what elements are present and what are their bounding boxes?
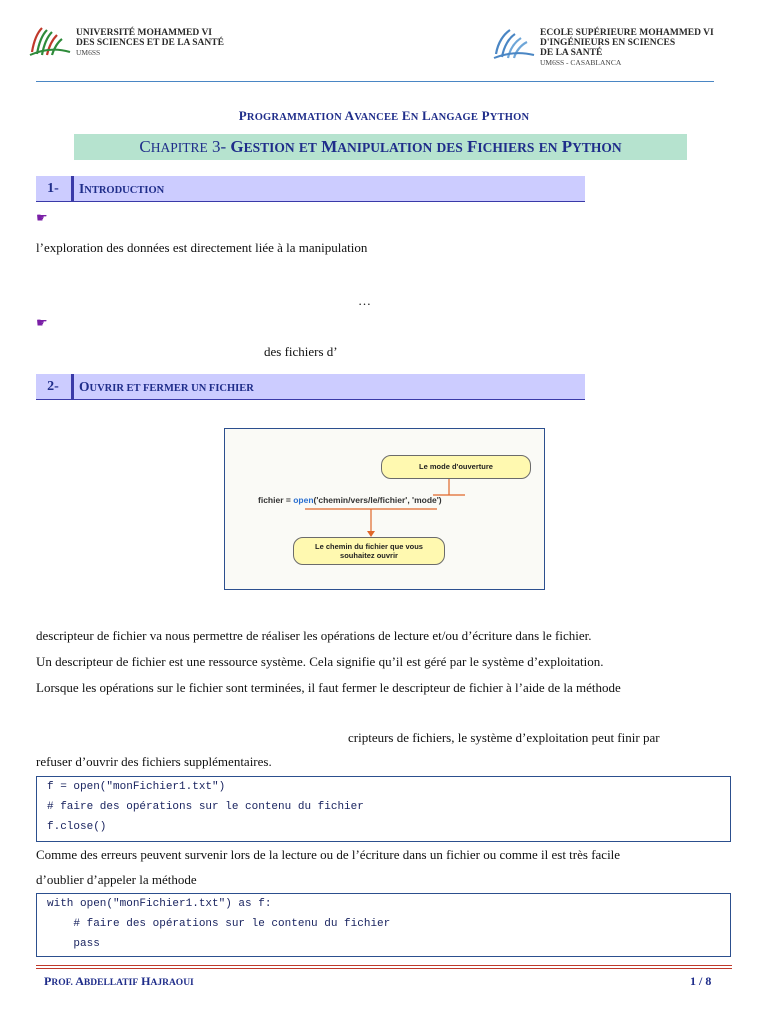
chapter-title: CHAPITRE 3- GESTION ET MANIPULATION DES FICHIERS EN PYTHON xyxy=(74,134,687,160)
code-line: pass xyxy=(47,938,100,950)
section-title: OUVRIR ET FERMER UN FICHIER xyxy=(79,379,254,394)
left-org-name xyxy=(76,28,224,58)
code-line: with open("monFichier1.txt") as f: xyxy=(47,898,272,910)
um6ss-logo xyxy=(28,22,72,58)
mode-callout: Le mode d'ouverture xyxy=(381,455,531,479)
section-bar xyxy=(71,374,74,400)
section-number: 2- xyxy=(47,379,59,394)
left-org-line-3: UM6SS xyxy=(76,48,101,57)
intro-paragraph-line-2: des fichiers d’ xyxy=(264,344,338,359)
left-org-line-1: UNIVERSITÉ MOHAMMED VI xyxy=(76,28,213,38)
page-number: 1 / 8 xyxy=(690,974,712,988)
code-line: # faire des opérations sur le contenu du fichier xyxy=(47,801,364,813)
paragraph-line: refuser d’ouvrir des fichiers supplémentaires. xyxy=(36,754,272,769)
esmisab-logo xyxy=(492,26,536,62)
open-call-code: fichier = open('chemin/vers/le/fichier', 'mode') xyxy=(258,495,442,505)
paragraph-line: descripteur de fichier va nous permettre de réaliser les opérations de lecture et/ou d’écriture dans le fichier. xyxy=(36,628,592,643)
author-name: PROF. ABDELLATIF HAJRAOUI xyxy=(44,974,194,988)
paragraph-line: cripteurs de fichiers, le système d’exploitation peut finir par xyxy=(348,730,660,745)
pointing-hand-icon: ☛ xyxy=(36,316,48,331)
right-org-line-4: UM6SS - CASABLANCA xyxy=(540,58,622,67)
course-title: PROGRAMMATION AVANCEE EN LANGAGE PYTHON xyxy=(238,108,530,123)
section-heading-introduction xyxy=(36,176,585,202)
right-org-line-1: ECOLE SUPÉRIEURE MOHAMMED VI xyxy=(540,28,714,38)
section-title: INTRODUCTION xyxy=(79,181,165,196)
footer-divider xyxy=(36,965,732,966)
paragraph-line: Lorsque les opérations sur le fichier sont terminées, il faut fermer le descripteur de fichier à l’aide de la méthode xyxy=(36,680,621,695)
footer-divider xyxy=(36,968,732,969)
code-line: # faire des opérations sur le contenu du fichier xyxy=(47,918,391,930)
section-heading-open-close xyxy=(36,374,585,400)
right-org-name xyxy=(540,28,714,68)
code-line: f.close() xyxy=(47,821,107,833)
header-divider xyxy=(36,81,714,82)
path-callout-line-1: Le chemin du fichier que vous xyxy=(315,542,423,551)
right-org-line-3: DE LA SANTÉ xyxy=(540,48,603,58)
code-line: f = open("monFichier1.txt") xyxy=(47,781,226,793)
open-function-diagram xyxy=(224,428,545,590)
paragraph-line: d’oublier d’appeler la méthode xyxy=(36,872,197,887)
paragraph-line: Un descripteur de fichier est une ressource système. Cela signifie qu’il est géré par le système d’exploitation. xyxy=(36,654,604,669)
diagram-connectors xyxy=(225,429,543,589)
section-bar xyxy=(71,176,74,202)
path-callout xyxy=(293,537,445,565)
right-org-line-2: D'INGÉNIEURS EN SCIENCES xyxy=(540,38,676,48)
code-block-with-statement xyxy=(36,893,731,957)
intro-paragraph-line: l’exploration des données est directement liée à la manipulation xyxy=(36,240,368,255)
paragraph-line: Comme des erreurs peuvent survenir lors de la lecture ou de l’écriture dans un fichier ou comme il est très facile xyxy=(36,847,621,862)
ellipsis-text: … xyxy=(358,293,371,308)
path-callout-line-2: souhaitez ouvrir xyxy=(340,551,398,560)
pointing-hand-icon: ☛ xyxy=(36,211,48,226)
code-block-open-close xyxy=(36,776,731,842)
left-org-line-2: DES SCIENCES ET DE LA SANTÉ xyxy=(76,38,224,48)
section-number: 1- xyxy=(47,181,59,196)
